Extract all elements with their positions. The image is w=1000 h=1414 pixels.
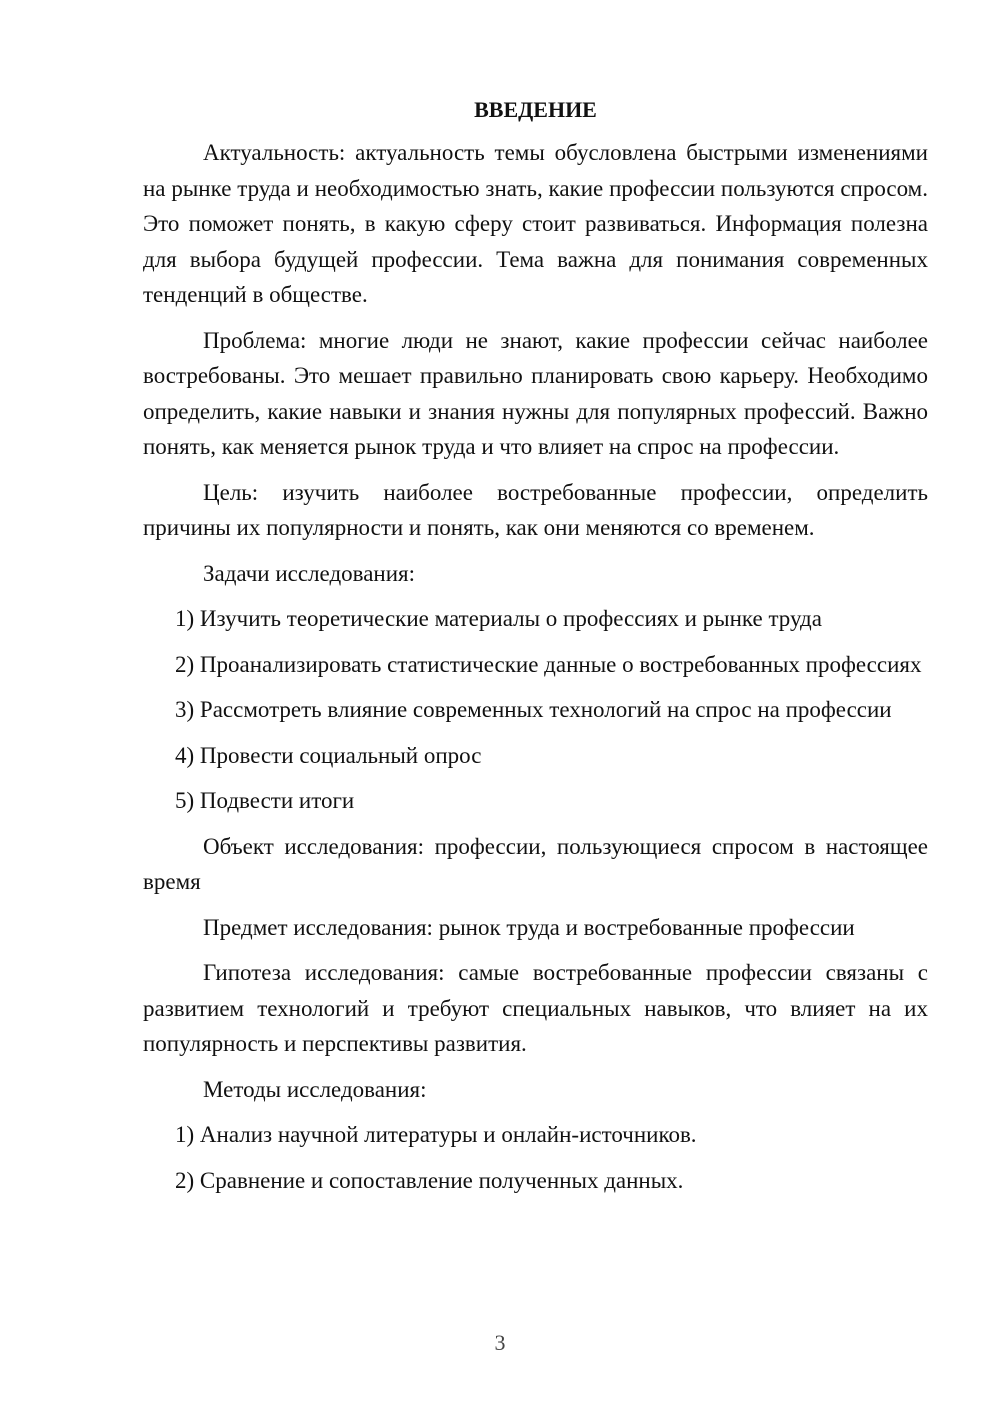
method-item: 2) Сравнение и сопоставление полученных данных. [175,1167,684,1193]
task-item: 1) Изучить теоретические материалы о профессиях и рынке труда [175,606,822,631]
hypothesis-paragraph: Гипотеза исследования: самые востребованные профессии связаны с развитием технологий и требуют специальных навыков, что влияет на их популярность и перспективы развития. [143,960,928,1056]
goal-paragraph: Цель: изучить наиболее востребованные профессии, определить причины их популярности и понять, как они меняются со временем. [143,479,928,540]
method-item: 1) Анализ научной литературы и онлайн-источников. [175,1122,697,1147]
methods-list [143,1117,928,1198]
page-number: 3 [494,1330,506,1355]
task-item: 2) Проанализировать статистические данные о востребованных профессиях [175,651,922,677]
section-title: ВВЕДЕНИЕ [474,97,597,122]
document-page [143,92,928,1208]
problem-paragraph: Проблема: многие люди не знают, какие профессии сейчас наиболее востребованы. Это мешает правильно планировать свою карьеру. Необходимо определить, какие навыки и знания нужны для популярных профессий. Важно понять, как меняется рынок труда и что влияет на спрос на профессии. [143,327,928,459]
object-paragraph: Объект исследования: профессии, пользующиеся спросом в настоящее время [143,833,928,894]
tasks-list [143,601,928,819]
relevance-paragraph: Актуальность: актуальность темы обусловлена быстрыми изменениями на рынке труда и необходимостью знать, какие профессии пользуются спросом. Это поможет понять, в какую сферу стоит развиваться. Информация полезна для выбора будущей профессии. Тема важна для понимания современных тенденций в обществе. [143,140,928,307]
task-item: 3) Рассмотреть влияние современных технологий на спрос на профессии [175,697,892,722]
methods-heading: Методы исследования: [203,1076,427,1102]
task-item: 5) Подвести итоги [175,788,355,813]
subject-paragraph: Предмет исследования: рынок труда и востребованные профессии [203,914,855,940]
tasks-heading: Задачи исследования: [203,560,416,586]
task-item: 4) Провести социальный опрос [175,742,482,768]
